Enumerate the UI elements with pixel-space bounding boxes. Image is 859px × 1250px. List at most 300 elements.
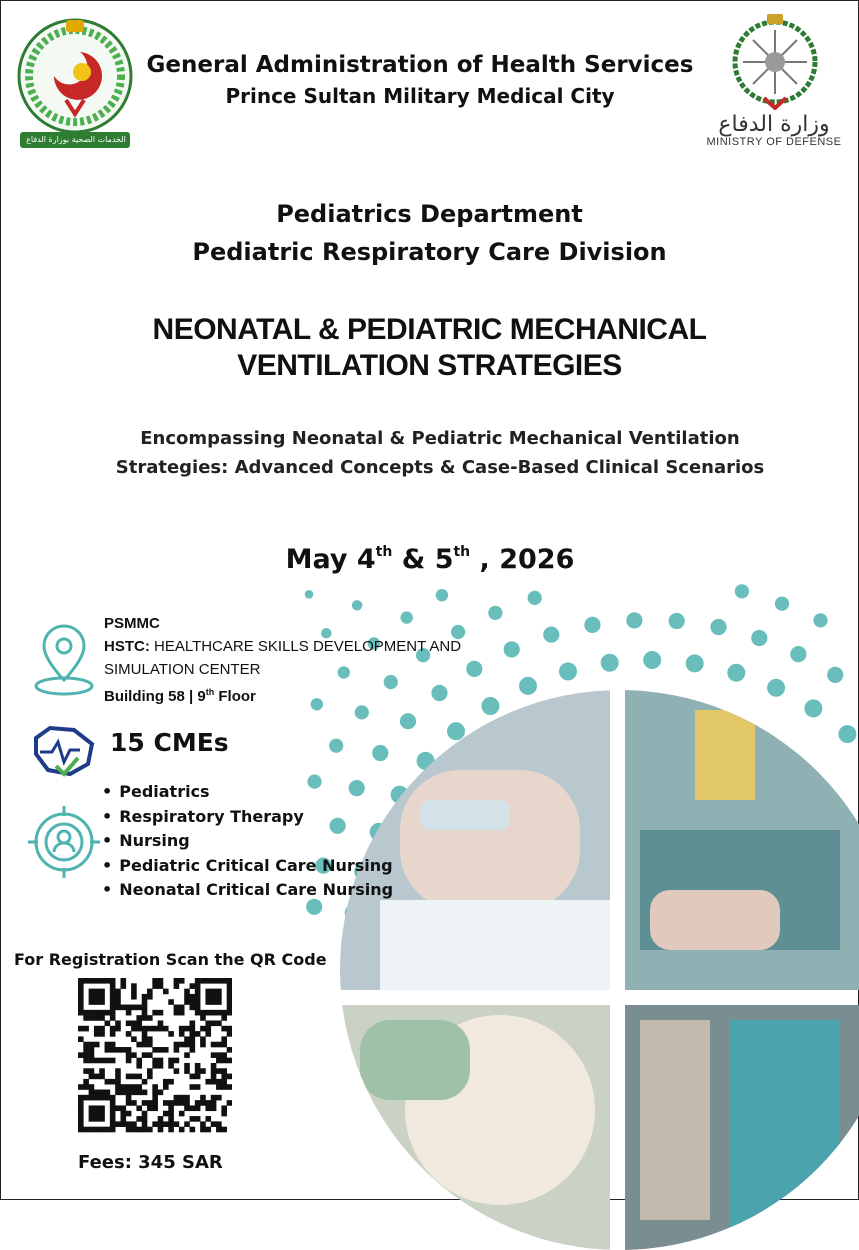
qr-module <box>120 983 126 989</box>
qr-module <box>142 1052 148 1058</box>
decor-dot <box>559 662 577 680</box>
qr-module <box>205 1010 211 1016</box>
qr-module <box>110 1031 116 1037</box>
qr-module <box>94 1116 100 1122</box>
qr-module <box>126 1090 132 1096</box>
qr-module <box>115 989 121 995</box>
qr-module <box>227 1058 232 1064</box>
qr-module <box>83 1068 89 1074</box>
qr-module <box>94 1031 100 1037</box>
event-location <box>104 612 504 708</box>
qr-module <box>190 1026 196 1032</box>
qr-module <box>83 978 89 984</box>
decor-dot <box>751 630 767 646</box>
qr-module <box>190 1042 196 1048</box>
qr-module <box>216 1020 222 1026</box>
qr-module <box>126 1084 132 1090</box>
qr-module <box>142 1090 148 1096</box>
qr-module <box>158 1121 164 1127</box>
qr-module <box>205 1031 211 1037</box>
qr-module <box>195 1010 201 1016</box>
qr-module <box>89 999 95 1005</box>
qr-module <box>190 1036 196 1042</box>
qr-module <box>216 1127 222 1133</box>
qr-module <box>195 1074 201 1080</box>
registration-qr-code[interactable] <box>78 978 232 1134</box>
qr-module <box>163 1121 169 1127</box>
qr-module <box>83 1042 89 1048</box>
qr-module <box>126 1010 132 1016</box>
qr-module <box>200 1010 206 1016</box>
qr-module <box>216 1079 222 1085</box>
qr-module <box>89 1052 95 1058</box>
qr-module <box>205 1127 211 1133</box>
qr-module <box>131 1127 137 1133</box>
qr-module <box>174 978 180 984</box>
qr-module <box>78 1095 84 1101</box>
qr-module <box>83 1047 89 1053</box>
date-day-2: & 5 <box>392 544 454 575</box>
qr-module <box>94 1010 100 1016</box>
qr-module <box>120 1090 126 1096</box>
qr-module <box>221 1042 227 1048</box>
qr-module <box>105 1095 111 1101</box>
qr-module <box>142 1079 148 1085</box>
qr-module <box>152 1026 158 1032</box>
qr-module <box>136 1058 142 1064</box>
qr-module <box>115 1105 121 1111</box>
qr-module <box>120 1121 126 1127</box>
qr-module <box>211 1074 217 1080</box>
qr-module <box>168 1127 174 1133</box>
qr-module <box>78 994 84 1000</box>
qr-module <box>163 989 169 995</box>
qr-module <box>94 1074 100 1080</box>
qr-module <box>89 1068 95 1074</box>
qr-module <box>94 1111 100 1117</box>
qr-module <box>221 1010 227 1016</box>
qr-module <box>115 1047 121 1053</box>
qr-module <box>110 1116 116 1122</box>
audience-item: • Neonatal Critical Care Nursing <box>102 878 393 903</box>
qr-module <box>131 1100 137 1106</box>
qr-module <box>120 1105 126 1111</box>
qr-module <box>136 1005 142 1011</box>
qr-module <box>147 1105 153 1111</box>
decor-dot <box>519 677 537 695</box>
qr-module <box>190 1020 196 1026</box>
qr-module <box>152 1058 158 1064</box>
qr-module <box>216 1095 222 1101</box>
qr-module <box>200 1127 206 1133</box>
decor-dot <box>352 600 362 610</box>
qr-module <box>94 1095 100 1101</box>
qr-module <box>152 983 158 989</box>
qr-module <box>89 1042 95 1048</box>
qr-module <box>94 1127 100 1133</box>
location-building: Building 58 | 9 <box>104 688 206 705</box>
qr-module <box>78 1127 84 1133</box>
qr-module <box>99 1111 105 1117</box>
qr-module <box>126 1058 132 1064</box>
qr-module <box>110 1042 116 1048</box>
qr-module <box>105 1020 111 1026</box>
event-title <box>0 312 859 384</box>
qr-module <box>89 1095 95 1101</box>
qr-module <box>126 1095 132 1101</box>
qr-module <box>168 1116 174 1122</box>
qr-module <box>158 1058 164 1064</box>
qr-module <box>126 1127 132 1133</box>
qr-module <box>211 1063 217 1069</box>
qr-module <box>126 1111 132 1117</box>
qr-module <box>195 999 201 1005</box>
qr-module <box>163 1100 169 1106</box>
qr-module <box>216 978 222 984</box>
qr-module <box>110 1015 116 1021</box>
qr-module <box>99 1116 105 1122</box>
qr-module <box>184 1068 190 1074</box>
qr-module <box>184 1121 190 1127</box>
qr-module <box>142 1042 148 1048</box>
qr-module <box>142 1005 148 1011</box>
event-date <box>0 544 859 575</box>
qr-module <box>211 1095 217 1101</box>
qr-module <box>190 983 196 989</box>
qr-module <box>227 978 232 984</box>
title-line-2: VENTILATION STRATEGIES <box>237 349 622 382</box>
qr-module <box>142 994 148 1000</box>
qr-module <box>147 1052 153 1058</box>
qr-module <box>200 1068 206 1074</box>
qr-module <box>179 1005 185 1011</box>
qr-module <box>89 1015 95 1021</box>
qr-module <box>136 1074 142 1080</box>
qr-module <box>89 1127 95 1133</box>
decor-dot <box>601 654 619 672</box>
qr-module <box>147 989 153 995</box>
qr-module <box>120 1084 126 1090</box>
qr-module <box>211 989 217 995</box>
org-subname: Prince Sultan Military Medical City <box>225 84 615 108</box>
qr-module <box>110 1058 116 1064</box>
qr-module <box>211 1100 217 1106</box>
department-name: Pediatrics Department <box>276 200 583 228</box>
qr-module <box>99 1105 105 1111</box>
qr-module <box>184 1100 190 1106</box>
qr-module <box>211 978 217 984</box>
qr-module <box>205 1105 211 1111</box>
qr-module <box>83 1052 89 1058</box>
qr-module <box>227 1100 232 1106</box>
decor-dot <box>584 617 600 633</box>
qr-module <box>83 1026 89 1032</box>
qr-module <box>163 1084 169 1090</box>
qr-module <box>195 989 201 995</box>
qr-module <box>221 1111 227 1117</box>
qr-module <box>120 1047 126 1053</box>
qr-module <box>136 1063 142 1069</box>
qr-module <box>136 1026 142 1032</box>
qr-module <box>89 1105 95 1111</box>
qr-module <box>131 1052 137 1058</box>
qr-module <box>136 1105 142 1111</box>
qr-module <box>94 994 100 1000</box>
qr-module <box>126 1047 132 1053</box>
location-psmmc: PSMMC <box>104 615 160 632</box>
qr-module <box>195 1063 201 1069</box>
qr-module <box>89 994 95 1000</box>
qr-module <box>131 989 137 995</box>
division-name: Pediatric Respiratory Care Division <box>192 238 667 266</box>
qr-module <box>179 1095 185 1101</box>
qr-module <box>216 1084 222 1090</box>
qr-module <box>83 1058 89 1064</box>
qr-module <box>200 978 206 984</box>
qr-module <box>211 1068 217 1074</box>
qr-module <box>115 1068 121 1074</box>
qr-module <box>142 999 148 1005</box>
location-floor-sup: th <box>205 687 215 697</box>
qr-module <box>110 999 116 1005</box>
qr-module <box>131 1074 137 1080</box>
qr-module <box>99 1010 105 1016</box>
qr-module <box>142 1015 148 1021</box>
qr-module <box>211 1010 217 1016</box>
qr-module <box>105 1090 111 1096</box>
qr-module <box>200 1026 206 1032</box>
qr-module <box>131 1090 137 1096</box>
qr-module <box>216 1121 222 1127</box>
qr-module <box>168 1121 174 1127</box>
qr-module <box>78 983 84 989</box>
decor-dot <box>504 641 520 657</box>
qr-module <box>221 1026 227 1032</box>
decor-dot <box>827 667 843 683</box>
registration-label: For Registration Scan the QR Code <box>14 950 327 969</box>
qr-module <box>115 999 121 1005</box>
qr-module <box>131 1121 137 1127</box>
qr-module <box>168 1058 174 1064</box>
subtitle-line-2: Strategies: Advanced Concepts & Case-Based Clinical Scenarios <box>115 457 765 478</box>
qr-module <box>174 1068 180 1074</box>
fees-label: Fees: 345 SAR <box>78 1152 223 1173</box>
qr-module <box>184 1105 190 1111</box>
qr-module <box>99 1058 105 1064</box>
qr-module <box>195 1031 201 1037</box>
qr-module <box>99 1095 105 1101</box>
decor-dot <box>767 679 785 697</box>
qr-module <box>99 1090 105 1096</box>
qr-module <box>200 1015 206 1021</box>
qr-module <box>78 1100 84 1106</box>
qr-module <box>142 1036 148 1042</box>
organization-header <box>140 52 700 108</box>
location-pin-icon <box>32 620 96 698</box>
qr-module <box>99 1026 105 1032</box>
qr-module <box>89 1116 95 1122</box>
qr-module <box>89 1074 95 1080</box>
qr-module <box>142 1111 148 1117</box>
qr-module <box>158 1047 164 1053</box>
left-logo-caption: الخدمات الصحية بوزارة الدفاع <box>26 135 126 144</box>
qr-module <box>152 1084 158 1090</box>
decor-dot <box>775 597 789 611</box>
qr-module <box>216 1042 222 1048</box>
qr-module <box>168 1063 174 1069</box>
qr-module <box>83 1015 89 1021</box>
date-month: May 4 <box>285 544 376 575</box>
qr-module <box>190 1105 196 1111</box>
subtitle-line-1: Encompassing Neonatal & Pediatric Mechanical Ventilation <box>140 428 740 449</box>
qr-module <box>110 1047 116 1053</box>
date-sup-2: th <box>453 544 471 560</box>
qr-module <box>115 1026 121 1032</box>
qr-module <box>120 978 126 984</box>
qr-module <box>195 983 201 989</box>
qr-module <box>78 978 84 984</box>
qr-module <box>184 1063 190 1069</box>
qr-module <box>205 989 211 995</box>
qr-module <box>227 1026 232 1032</box>
qr-module <box>211 1020 217 1026</box>
qr-module <box>168 1031 174 1037</box>
qr-module <box>78 1010 84 1016</box>
qr-module <box>190 994 196 1000</box>
qr-module <box>94 1026 100 1032</box>
qr-module <box>99 989 105 995</box>
qr-module <box>147 1015 153 1021</box>
qr-module <box>200 1042 206 1048</box>
cme-map-icon <box>30 722 100 780</box>
decor-dot <box>838 725 856 743</box>
qr-module <box>131 1036 137 1042</box>
qr-module <box>190 1127 196 1133</box>
qr-module <box>179 1026 185 1032</box>
qr-module <box>83 1095 89 1101</box>
qr-module <box>190 1047 196 1053</box>
qr-module <box>190 1084 196 1090</box>
qr-module <box>152 978 158 984</box>
qr-module <box>184 1036 190 1042</box>
qr-module <box>142 1010 148 1016</box>
qr-module <box>131 994 137 1000</box>
qr-module <box>221 1058 227 1064</box>
qr-module <box>200 1121 206 1127</box>
qr-module <box>131 1084 137 1090</box>
decor-dot <box>710 619 726 635</box>
qr-module <box>195 1100 201 1106</box>
qr-module <box>200 1036 206 1042</box>
qr-module <box>99 999 105 1005</box>
qr-module <box>89 1090 95 1096</box>
qr-module <box>99 1068 105 1074</box>
qr-module <box>105 1127 111 1133</box>
qr-module <box>78 1005 84 1011</box>
qr-module <box>110 1079 116 1085</box>
qr-module <box>158 1010 164 1016</box>
qr-module <box>152 1121 158 1127</box>
qr-module <box>184 1026 190 1032</box>
qr-module <box>89 978 95 984</box>
qr-module <box>94 1042 100 1048</box>
decor-dot <box>543 627 559 643</box>
qr-module <box>110 1095 116 1101</box>
qr-module <box>179 1111 185 1117</box>
qr-module <box>152 1100 158 1106</box>
qr-module <box>110 983 116 989</box>
qr-module <box>184 1052 190 1058</box>
qr-module <box>179 1042 185 1048</box>
title-line-1: NEONATAL & PEDIATRIC MECHANICAL <box>152 313 707 346</box>
qr-module <box>110 1005 116 1011</box>
qr-module <box>227 983 232 989</box>
target-audience-icon <box>28 806 100 878</box>
qr-module <box>190 1116 196 1122</box>
qr-module <box>110 1026 116 1032</box>
qr-module <box>94 978 100 984</box>
qr-module <box>131 1005 137 1011</box>
qr-module <box>110 1111 116 1117</box>
qr-module <box>78 1036 84 1042</box>
qr-module <box>227 999 232 1005</box>
decor-dot <box>436 589 448 601</box>
qr-module <box>99 978 105 984</box>
qr-module <box>147 1127 153 1133</box>
qr-module <box>163 1111 169 1117</box>
qr-module <box>179 978 185 984</box>
qr-module <box>99 1015 105 1021</box>
qr-module <box>211 1052 217 1058</box>
qr-module <box>205 994 211 1000</box>
qr-module <box>195 1116 201 1122</box>
qr-module <box>142 1121 148 1127</box>
qr-module <box>142 1031 148 1037</box>
qr-module <box>78 1116 84 1122</box>
qr-module <box>99 1074 105 1080</box>
qr-module <box>126 1100 132 1106</box>
qr-module <box>227 1005 232 1011</box>
qr-module <box>227 989 232 995</box>
qr-module <box>205 1026 211 1032</box>
location-floor: Floor <box>214 688 256 705</box>
qr-module <box>152 1105 158 1111</box>
department-heading <box>0 200 859 266</box>
qr-module <box>78 1052 84 1058</box>
qr-module <box>205 1116 211 1122</box>
qr-module <box>89 989 95 995</box>
qr-module <box>115 1074 121 1080</box>
qr-module <box>89 1010 95 1016</box>
qr-module <box>120 1116 126 1122</box>
qr-module <box>227 994 232 1000</box>
audience-item: • Respiratory Therapy <box>102 805 393 830</box>
qr-module <box>126 1052 132 1058</box>
qr-module <box>94 1058 100 1064</box>
qr-module <box>190 999 196 1005</box>
org-name: General Administration of Health Services <box>146 52 694 78</box>
qr-module <box>136 1090 142 1096</box>
qr-module <box>216 1068 222 1074</box>
qr-module <box>94 999 100 1005</box>
qr-module <box>152 1090 158 1096</box>
decor-dot <box>400 713 416 729</box>
qr-module <box>221 1084 227 1090</box>
qr-module <box>221 1105 227 1111</box>
qr-module <box>174 1042 180 1048</box>
qr-module <box>99 994 105 1000</box>
qr-module <box>115 994 121 1000</box>
